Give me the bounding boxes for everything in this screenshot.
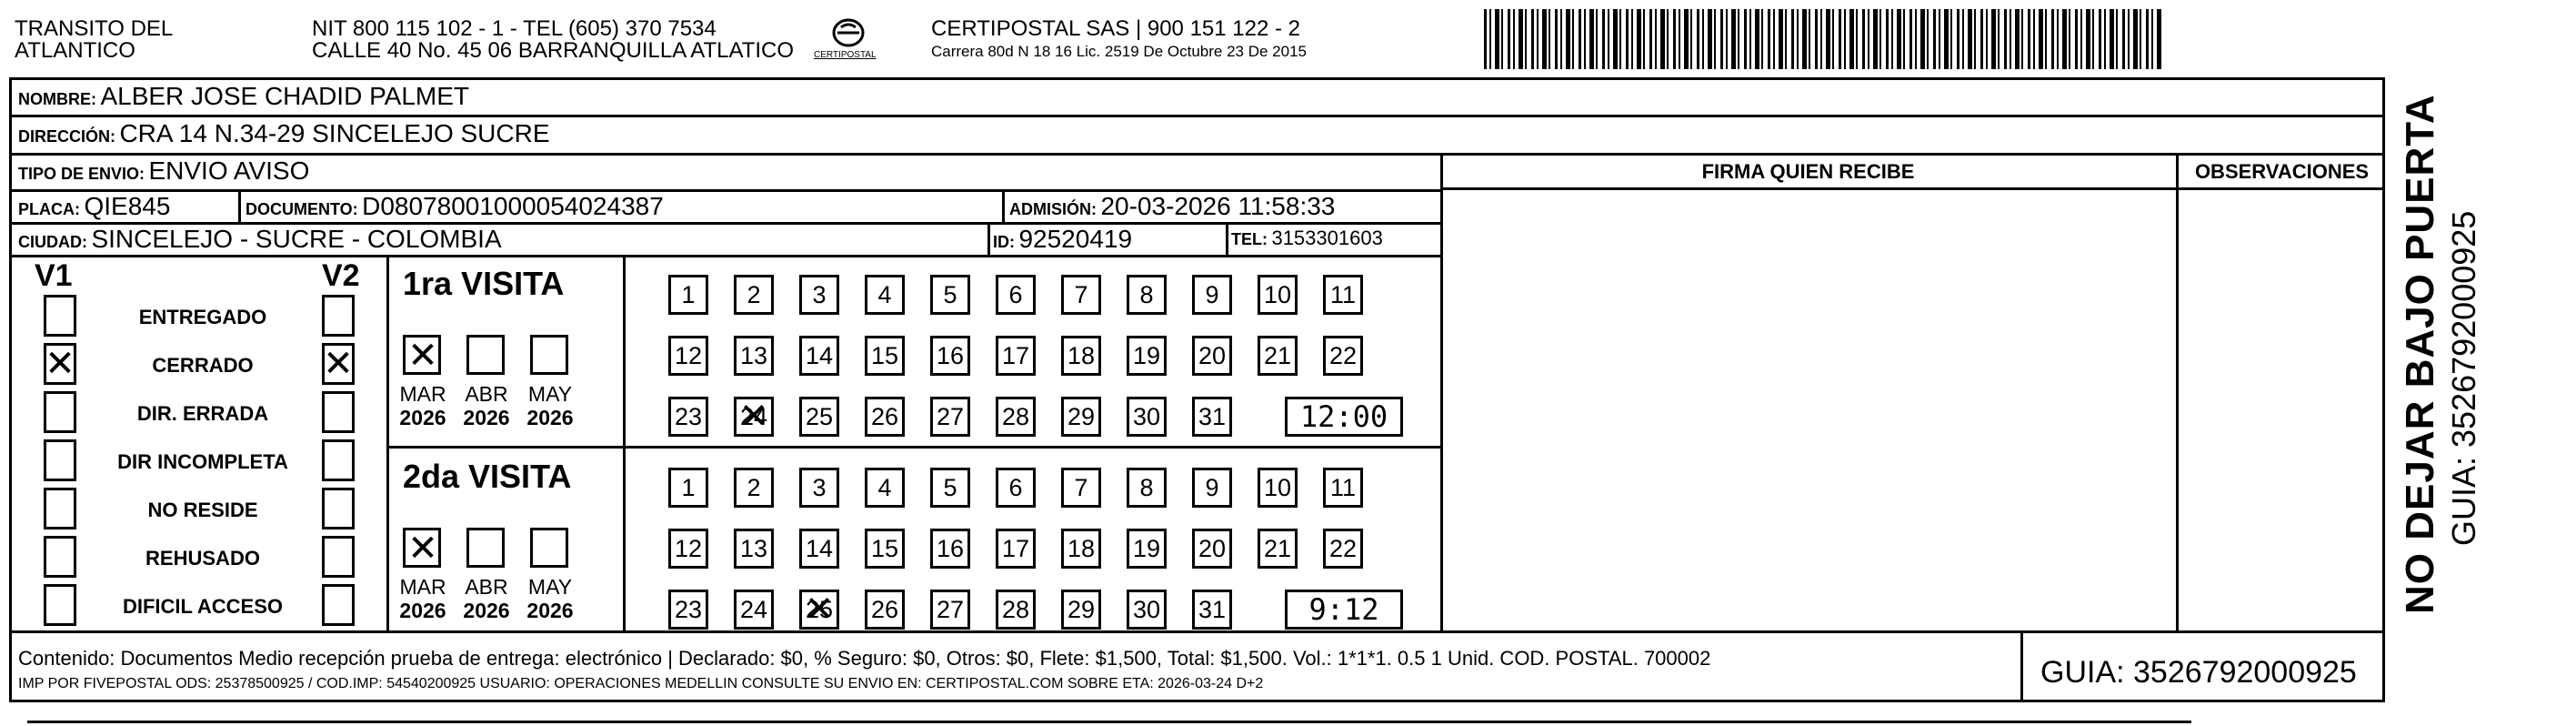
placa-row: PLACA: QIE845	[18, 192, 171, 220]
ciudad-row: CIUDAD: SINCELEJO - SUCRE - COLOMBIA	[18, 225, 502, 253]
id-cell: ID: 92520419	[993, 225, 1133, 253]
day-box[interactable]: 11	[1323, 275, 1363, 315]
sig-header-line	[1440, 187, 2385, 190]
day-box[interactable]: 22	[1323, 336, 1363, 376]
day-box[interactable]: 17	[996, 336, 1036, 376]
visit-title: 1ra VISITA	[403, 265, 565, 302]
day-box[interactable]: 31	[1192, 590, 1232, 630]
visit-title: 2da VISITA	[403, 458, 572, 495]
direccion-value: CRA 14 N.34-29 SINCELEJO SUCRE	[119, 119, 550, 147]
month-checkbox[interactable]	[530, 335, 568, 375]
v2-checkbox[interactable]	[322, 295, 355, 337]
day-box[interactable]: 7	[1061, 468, 1101, 508]
status-label: DIFICIL ACCESO	[122, 595, 283, 618]
day-box[interactable]: 25 ✕	[799, 590, 839, 630]
month-label	[396, 382, 450, 430]
v1-checkbox[interactable]	[44, 439, 76, 481]
month-label	[396, 575, 450, 623]
status-label: REHUSADO	[145, 547, 260, 570]
day-box[interactable]: 1	[668, 275, 708, 315]
issuer-contact: NIT 800 115 102 - 1 - TEL (605) 370 7534 CALLE 40 No. 45 06 BARRANQUILLA ATLATICO	[312, 16, 795, 63]
day-box[interactable]: 18	[1061, 336, 1101, 376]
day-box[interactable]: 29	[1061, 397, 1101, 437]
day-box[interactable]: 12	[668, 529, 708, 569]
visit-divider	[623, 255, 626, 630]
month-year: 2026	[526, 599, 574, 623]
tipo-value: ENVIO AVISO	[148, 156, 310, 185]
day-box[interactable]: 5	[930, 275, 970, 315]
v1-checkbox[interactable]	[44, 536, 76, 578]
v2-checkbox[interactable]	[322, 488, 355, 529]
v2-checkbox[interactable]	[322, 536, 355, 578]
month-label	[459, 575, 514, 623]
day-box[interactable]: 5	[930, 468, 970, 508]
time-box[interactable]: 12:00	[1285, 397, 1403, 437]
day-box[interactable]: 16	[930, 336, 970, 376]
row-divider	[9, 630, 2385, 633]
time-box[interactable]: 9:12	[1285, 590, 1403, 630]
cell-divider	[1002, 189, 1005, 222]
v2-header: V2	[322, 258, 360, 293]
v2-checkbox[interactable]	[322, 343, 355, 385]
direccion-row: DIRECCIÓN: CRA 14 N.34-29 SINCELEJO SUCRE	[18, 119, 550, 147]
day-box[interactable]: 22	[1323, 529, 1363, 569]
v1-checkbox[interactable]	[44, 295, 76, 337]
month-year: 2026	[463, 599, 510, 623]
imp-line: IMP POR FIVEPOSTAL ODS: 25378500925 / COD.IMP: 54540200925 USUARIO: OPERACIONES MEDELLIN CONSULTE SU ENVIO EN: CERTIPOSTAL.COM SOBRE ETA: 2026-03-24 D+2	[18, 676, 1264, 691]
day-box[interactable]: 6	[996, 275, 1036, 315]
certipostal-logo	[812, 13, 885, 67]
day-box[interactable]: 20	[1192, 336, 1232, 376]
ciudad-value: SINCELEJO - SUCRE - COLOMBIA	[91, 225, 502, 253]
month-label	[459, 382, 514, 430]
day-box[interactable]: 2	[734, 275, 774, 315]
v1-checkbox[interactable]	[44, 488, 76, 529]
obs-divider	[2176, 153, 2179, 630]
day-box[interactable]: 21	[1258, 336, 1298, 376]
day-box[interactable]: 8	[1127, 468, 1167, 508]
day-box[interactable]: 20	[1192, 529, 1232, 569]
nombre-row: NOMBRE: ALBER JOSE CHADID PALMET	[18, 82, 470, 110]
status-label: DIR. ERRADA	[136, 402, 269, 425]
row-divider	[9, 153, 2385, 156]
side-guia: GUIA: 3526792000925	[2445, 210, 2482, 546]
v1-checkbox[interactable]	[44, 391, 76, 433]
month-label	[523, 382, 577, 430]
day-box[interactable]: 23	[668, 397, 708, 437]
tel-cell: TEL: 3153301603	[1231, 227, 1383, 249]
month-name: ABR	[465, 575, 508, 599]
day-box[interactable]: 31	[1192, 397, 1232, 437]
v1-header: V1	[35, 258, 73, 293]
no-dejar-bajo-puerta: NO DEJAR BAJO PUERTA	[2398, 94, 2442, 614]
cell-divider	[987, 222, 990, 255]
day-box[interactable]: 16	[930, 529, 970, 569]
day-box[interactable]: 30	[1127, 397, 1167, 437]
admision-cell: ADMISIÓN: 20-03-2026 11:58:33	[1009, 192, 1336, 220]
cell-divider	[238, 189, 241, 222]
day-box[interactable]: 3	[799, 275, 839, 315]
day-box[interactable]: 13	[734, 336, 774, 376]
cell-divider	[1226, 222, 1228, 255]
day-box[interactable]: 3	[799, 468, 839, 508]
month-year: 2026	[463, 406, 510, 430]
day-box[interactable]: 24	[734, 590, 774, 630]
day-box[interactable]: 28	[996, 590, 1036, 630]
month-checkbox[interactable]	[530, 528, 568, 568]
day-box[interactable]: 6	[996, 468, 1036, 508]
day-box[interactable]: 4	[865, 275, 905, 315]
month-year: 2026	[399, 599, 446, 623]
day-box[interactable]: 19	[1127, 336, 1167, 376]
signature-divider	[1440, 153, 1443, 630]
day-box[interactable]: 27	[930, 590, 970, 630]
day-box[interactable]: 7	[1061, 275, 1101, 315]
month-checkbox[interactable]	[466, 528, 505, 568]
v2-checkbox[interactable]	[322, 439, 355, 481]
status-label: ENTREGADO	[138, 306, 267, 328]
day-box[interactable]: 30	[1127, 590, 1167, 630]
month-name: MAR	[399, 575, 446, 599]
guia-divider	[2020, 630, 2023, 702]
day-box[interactable]: 21	[1258, 529, 1298, 569]
month-name: MAR	[399, 382, 446, 406]
status-label: NO RESIDE	[147, 499, 258, 521]
day-box[interactable]: 27	[930, 397, 970, 437]
day-box[interactable]: 1	[668, 468, 708, 508]
month-name: MAY	[527, 575, 573, 599]
admision-value: 20-03-2026 11:58:33	[1100, 192, 1336, 220]
v1-checkbox[interactable]	[44, 584, 76, 626]
company-info: CERTIPOSTAL SAS | 900 151 122 - 2 Carrera 80d N 18 16 Lic. 2519 De Octubre 23 De 2015	[931, 16, 1307, 60]
day-box[interactable]: 14	[799, 336, 839, 376]
guia-box: GUIA: 3526792000925	[2040, 655, 2357, 690]
day-box[interactable]: 10	[1258, 468, 1298, 508]
month-checkbox[interactable]	[403, 528, 441, 568]
day-box[interactable]: 13	[734, 529, 774, 569]
month-year: 2026	[399, 406, 446, 430]
row-divider	[9, 255, 1440, 257]
bottom-rule	[27, 721, 2191, 723]
row-divider	[9, 115, 2385, 117]
day-box[interactable]: 12	[668, 336, 708, 376]
day-box[interactable]: 9	[1192, 275, 1232, 315]
day-box[interactable]: 19	[1127, 529, 1167, 569]
status-label: CERRADO	[152, 354, 254, 377]
barcode	[1484, 9, 2162, 69]
day-box[interactable]: 8	[1127, 275, 1167, 315]
month-label	[523, 575, 577, 623]
day-box[interactable]: 26	[865, 397, 905, 437]
logo-text: CERTIPOSTAL	[814, 50, 877, 60]
day-box[interactable]: 26	[865, 590, 905, 630]
day-box[interactable]: 10	[1258, 275, 1298, 315]
firma-header: FIRMA QUIEN RECIBE	[1701, 160, 1915, 183]
status-label: DIR INCOMPLETA	[117, 450, 288, 473]
day-box[interactable]: 25	[799, 397, 839, 437]
day-box[interactable]: 11	[1323, 468, 1363, 508]
documento-value: D08078001000054024387	[362, 192, 664, 220]
day-box[interactable]: 15	[865, 336, 905, 376]
tipo-row: TIPO DE ENVIO: ENVIO AVISO	[18, 156, 310, 185]
documento-cell: DOCUMENTO: D08078001000054024387	[246, 192, 664, 220]
month-name: MAY	[527, 382, 573, 406]
day-box[interactable]: 15	[865, 529, 905, 569]
day-box[interactable]: 17	[996, 529, 1036, 569]
day-box[interactable]: 14	[799, 529, 839, 569]
visit-split	[386, 446, 1440, 449]
issuer-name: TRANSITO DEL ATLANTICO	[15, 16, 174, 63]
day-box[interactable]: 9	[1192, 468, 1232, 508]
v2-checkbox[interactable]	[322, 391, 355, 433]
nombre-value: ALBER JOSE CHADID PALMET	[100, 82, 470, 110]
month-checkbox[interactable]	[466, 335, 505, 375]
day-box[interactable]: 28	[996, 397, 1036, 437]
month-name: ABR	[465, 382, 508, 406]
day-box[interactable]: 4	[865, 468, 905, 508]
observaciones-header: OBSERVACIONES	[2194, 160, 2370, 183]
id-value: 92520419	[1018, 225, 1133, 253]
day-box[interactable]: 2	[734, 468, 774, 508]
tel-value: 3153301603	[1271, 227, 1383, 249]
v1-checkbox[interactable]	[44, 343, 76, 385]
month-checkbox[interactable]	[403, 335, 441, 375]
v2-checkbox[interactable]	[322, 584, 355, 626]
day-box[interactable]: 29	[1061, 590, 1101, 630]
contenido-line: Contenido: Documentos Medio recepción prueba de entrega: electrónico | Declarado: $0, % Seguro: $0, Otros: $0, Flete: $1,500, Total: $1,500. Vol.: 1*1*1. 0.5 1 Unid. COD. POSTAL. 700002	[18, 647, 1711, 670]
day-box[interactable]: 18	[1061, 529, 1101, 569]
day-box[interactable]: 23	[668, 590, 708, 630]
month-year: 2026	[526, 406, 574, 430]
placa-value: QIE845	[84, 192, 171, 220]
status-divider	[386, 255, 389, 630]
day-box[interactable]: 24 ✕	[734, 397, 774, 437]
